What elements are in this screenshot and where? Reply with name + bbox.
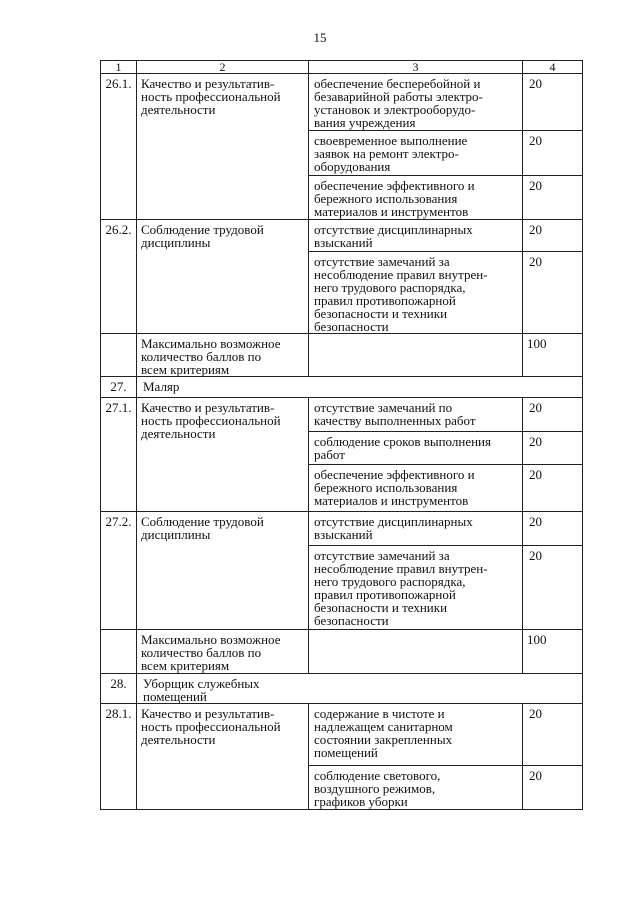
indicator-name: Качество и результатив- ность профессиональной деятельности bbox=[137, 398, 309, 512]
criterion: обеспечение эффективного и бережного использования материалов и инструментов bbox=[309, 176, 523, 220]
table-row bbox=[101, 512, 583, 546]
indicator-name: Качество и результатив- ность профессиональной деятельности bbox=[137, 704, 309, 810]
row-number: 26.2. bbox=[101, 220, 137, 334]
max-score-label: Максимально возможное количество баллов по всем критериям bbox=[137, 334, 309, 377]
table-row bbox=[101, 704, 583, 766]
section-row bbox=[101, 674, 583, 704]
table-row bbox=[101, 74, 583, 131]
criterion: обеспечение эффективного и бережного использования материалов и инструментов bbox=[309, 465, 523, 512]
row-number: 28.1. bbox=[101, 704, 137, 810]
score: 20 bbox=[523, 546, 583, 630]
indicator-name: Качество и результатив- ность профессиональной деятельности bbox=[137, 74, 309, 220]
criterion: отсутствие дисциплинарных взысканий bbox=[309, 512, 523, 546]
score: 20 bbox=[523, 252, 583, 334]
row-number: 27.1. bbox=[101, 398, 137, 512]
table-row-max bbox=[101, 334, 583, 377]
section-number: 27. bbox=[101, 377, 137, 398]
table-row-max bbox=[101, 630, 583, 674]
indicator-name: Соблюдение трудовой дисциплины bbox=[137, 220, 309, 334]
max-score-value: 100 bbox=[523, 334, 583, 377]
criterion: соблюдение сроков выполнения работ bbox=[309, 432, 523, 465]
section-number: 28. bbox=[101, 674, 137, 704]
criterion: обеспечение бесперебойной и безаварийной работы электро- установок и электрооборудо- вания учреждения bbox=[309, 74, 523, 131]
criterion: содержание в чистоте и надлежащем санитарном состоянии закрепленных помещений bbox=[309, 704, 523, 766]
score: 20 bbox=[523, 465, 583, 512]
section-title: Маляр bbox=[137, 377, 583, 398]
score: 20 bbox=[523, 176, 583, 220]
score: 20 bbox=[523, 704, 583, 766]
indicator-name: Соблюдение трудовой дисциплины bbox=[137, 512, 309, 630]
header-col-1: 1 bbox=[101, 61, 137, 74]
score: 20 bbox=[523, 131, 583, 176]
max-score-value: 100 bbox=[523, 630, 583, 674]
score: 20 bbox=[523, 432, 583, 465]
criterion: отсутствие замечаний за несоблюдение правил внутрен- него трудового распорядка, правил противопожарной безопасности и техники безопасности bbox=[309, 252, 523, 334]
score: 20 bbox=[523, 220, 583, 252]
header-col-4: 4 bbox=[523, 61, 583, 74]
section-row bbox=[101, 377, 583, 398]
criterion: отсутствие дисциплинарных взысканий bbox=[309, 220, 523, 252]
row-number: 26.1. bbox=[101, 74, 137, 220]
header-col-3: 3 bbox=[309, 61, 523, 74]
criterion: отсутствие замечаний по качеству выполненных работ bbox=[309, 398, 523, 432]
criterion: своевременное выполнение заявок на ремонт электро- оборудования bbox=[309, 131, 523, 176]
page-number: 15 bbox=[313, 30, 327, 45]
score: 20 bbox=[523, 766, 583, 810]
max-score-label: Максимально возможное количество баллов по всем критериям bbox=[137, 630, 309, 674]
criterion: соблюдение светового, воздушного режимов, графиков уборки bbox=[309, 766, 523, 810]
table-row bbox=[101, 398, 583, 432]
table-row bbox=[101, 220, 583, 252]
score: 20 bbox=[523, 74, 583, 131]
row-number: 27.2. bbox=[101, 512, 137, 630]
header-row bbox=[101, 61, 583, 74]
score: 20 bbox=[523, 398, 583, 432]
header-col-2: 2 bbox=[137, 61, 309, 74]
criteria-table bbox=[100, 60, 583, 810]
criterion: отсутствие замечаний за несоблюдение правил внутрен- него трудового распорядка, правил противопожарной безопасности и техники безопасности bbox=[309, 546, 523, 630]
section-title: Уборщик служебных помещений bbox=[137, 674, 583, 704]
score: 20 bbox=[523, 512, 583, 546]
